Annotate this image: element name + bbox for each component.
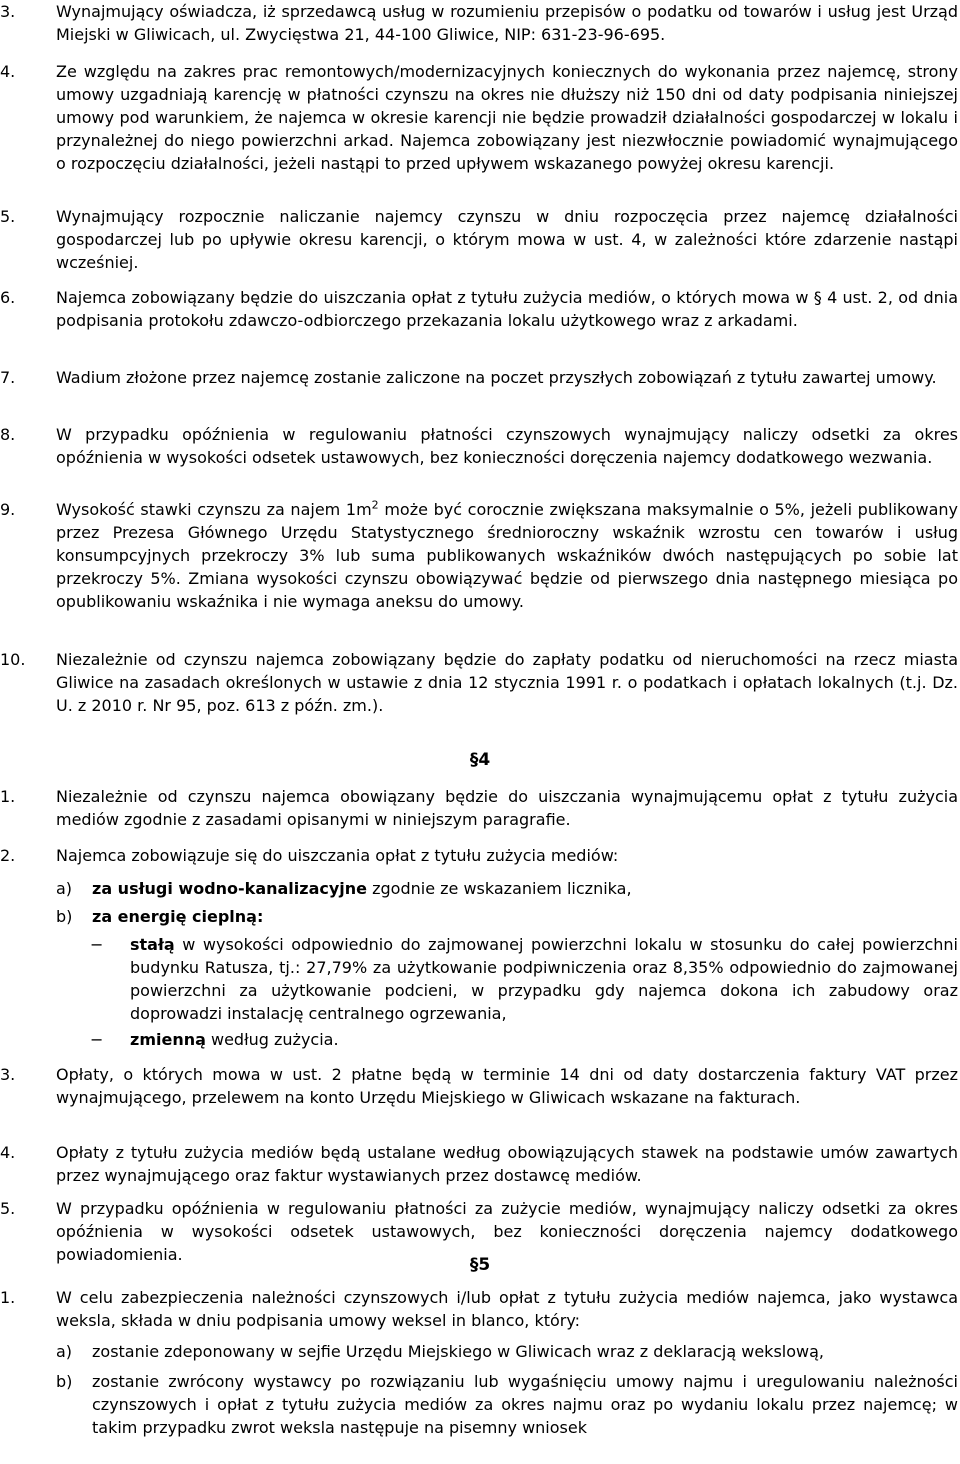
paragraph-text: [56, 498, 958, 613]
paragraph-number: 1.: [0, 1288, 16, 1307]
s4-paragraph-4: [0, 1141, 958, 1187]
bold-text: za usługi wodno-kanalizacyjne: [92, 879, 368, 898]
paragraph-10: [0, 648, 958, 717]
item-label: a): [56, 879, 73, 898]
paragraph-7: [0, 366, 958, 389]
paragraph-8: [0, 423, 958, 469]
paragraph-text: Niezależnie od czynszu najemca obowiązany będzie do uiszczania wynajmującemu opłat z tytułu zużycia mediów zgodnie z zasadami opisanymi w niniejszym paragrafie.: [56, 787, 958, 829]
paragraph-text: Wynajmujący oświadcza, iż sprzedawcą usług w rozumieniu przepisów o podatku od towarów i usług jest Urząd Miejski w Gliwicach, ul. Zwycięstwa 21, 44-100 Gliwice, NIP: 631-23-96-695.: [56, 2, 958, 44]
item-label: b): [56, 907, 73, 926]
dash-bullet: −: [90, 935, 104, 954]
paragraph-text: Ze względu na zakres prac remontowych/modernizacyjnych koniecznych do wykonania przez najemcę, strony umowy uzgadniają karencję w płatności czynszu na okres nie dłuższy niż 150 dni od daty podpisania niniejszej umowy pod warunkiem, że najemca w okresie karencji nie będzie prowadził działalności gospodarczej w lokalu i przynależnej do niego powierzchni arkad. Najemca zobowiązany jest niezwłocznie powiadomić wynajmującego o rozpoczęciu działalności, jeżeli nastąpi to przed upływem wskazanego powyżej okresu karencji.: [56, 62, 958, 173]
paragraph-text: Wynajmujący rozpocznie naliczanie najemcy czynszu w dniu rozpoczęcia przez najemcę działalności gospodarczej lub po upływie okresu karencji, o którym mowa w ust. 4, w zależności które zdarzenie nastąpi wcześniej.: [56, 207, 958, 272]
paragraph-text: Opłaty z tytułu zużycia mediów będą ustalane według obowiązujących stawek na podstawie umów zawartych przez wynajmującego oraz faktur wystawianych przez dostawcę mediów.: [56, 1143, 958, 1185]
paragraph-number: 4.: [0, 1143, 16, 1162]
paragraph-number: 5.: [0, 207, 16, 226]
bold-text: zmienną: [130, 1030, 206, 1049]
item-label: a): [56, 1342, 73, 1361]
s4-dash-item-1: [90, 933, 958, 1025]
bold-text: stałą: [130, 935, 175, 954]
bold-text: za energię cieplną:: [92, 907, 264, 926]
paragraph-text: Niezależnie od czynszu najemca zobowiązany będzie do zapłaty podatku od nieruchomości na rzecz miasta Gliwice na zasadach określonych w ustawie z dnia 12 stycznia 1991 r. o podatkach i opłatach lokalnych (t.j. Dz. U. z 2010 r. Nr 95, poz. 613 z późn. zm.).: [56, 650, 958, 715]
paragraph-number: 1.: [0, 787, 16, 806]
section-heading-4: §4: [469, 750, 491, 770]
paragraph-number: 3.: [0, 1065, 16, 1084]
item-label: b): [56, 1372, 73, 1391]
paragraph-text: Najemca zobowiązany będzie do uiszczania opłat z tytułu zużycia mediów, o których mowa w § 4 ust. 2, od dnia podpisania protokołu zdawczo-odbiorczego przekazania lokalu użytkowego wraz z arkadami.: [56, 288, 958, 330]
paragraph-9: [0, 498, 958, 613]
paragraph-number: 7.: [0, 368, 16, 387]
s4-paragraph-2: [0, 844, 958, 867]
paragraph-text: Najemca zobowiązuje się do uiszczania opłat z tytułu zużycia mediów:: [56, 846, 619, 865]
item-text: [92, 877, 958, 900]
paragraph-number: 8.: [0, 425, 16, 444]
item-text-rest: według zużycia.: [205, 1030, 339, 1049]
s4-dash-item-2: [90, 1028, 958, 1051]
s5-item-a: [56, 1340, 958, 1363]
superscript: 2: [371, 498, 379, 512]
paragraph-text: Opłaty, o których mowa w ust. 2 płatne będą w terminie 14 dni od daty dostarczenia faktury VAT przez wynajmującego, przelewem na konto Urzędu Miejskiego w Gliwicach wskazane na fakturach.: [56, 1065, 958, 1107]
item-text: [130, 933, 958, 1025]
paragraph-5: [0, 205, 958, 274]
paragraph-number: 10.: [0, 650, 26, 669]
paragraph-text: W przypadku opóźnienia w regulowaniu płatności za zużycie mediów, wynajmujący naliczy odsetki za okres opóźnienia w wysokości odsetek ustawowych, bez konieczności doręczenia najemcy dodatkowego powiadomienia.: [56, 1199, 958, 1264]
paragraph-6: [0, 286, 958, 332]
paragraph-3: [0, 0, 958, 46]
paragraph-text: W celu zabezpieczenia należności czynszowych i/lub opłat z tytułu zużycia mediów najemca, jako wystawca weksla, składa w dniu podpisania umowy weksel in blanco, który:: [56, 1288, 958, 1330]
item-text-rest: w wysokości odpowiednio do zajmowanej powierzchni lokalu w stosunku do całej powierzchni budynku Ratusza, tj.: 27,79% za użytkowanie podpiwniczenia oraz 8,35% odpowiednio do zajmowanej powierzchni za użytkowanie podcieni, w przypadku gdy najemca dokona ich zabudowy oraz doprowadzi instalację centralnego ogrzewania,: [130, 935, 958, 1023]
s5-item-b: [56, 1370, 958, 1439]
paragraph-4: [0, 60, 958, 175]
item-text: zostanie zdeponowany w sejfie Urzędu Miejskiego w Gliwicach wraz z deklaracją wekslową,: [92, 1342, 824, 1361]
item-text: [92, 905, 958, 928]
s4-item-b: [56, 905, 958, 928]
paragraph-number: 6.: [0, 288, 16, 307]
paragraph-number: 2.: [0, 846, 16, 865]
paragraph-text-part: Wysokość stawki czynszu za najem 1m: [56, 500, 372, 519]
s4-item-a: [56, 877, 958, 900]
paragraph-number: 5.: [0, 1199, 16, 1218]
paragraph-text: Wadium złożone przez najemcę zostanie zaliczone na poczet przyszłych zobowiązań z tytułu zawartej umowy.: [56, 368, 937, 387]
item-text: zostanie zwrócony wystawcy po rozwiązaniu lub wygaśnięciu umowy najmu i uregulowaniu należności czynszowych i opłat z tytułu zużycia mediów za okres najmu oraz po wydaniu lokalu przez najemcę; w takim przypadku zwrot weksla następuje na pisemny wniosek: [92, 1372, 958, 1437]
paragraph-number: 4.: [0, 62, 16, 81]
paragraph-number: 9.: [0, 500, 16, 519]
paragraph-text-part: może być corocznie zwiększana maksymalnie o 5%, jeżeli publikowany przez Prezesa Głównego Urzędu Statystycznego średnioroczny wskaźnik wzrostu cen towarów i usług konsumpcyjnych przekroczy 3% lub suma publikowanych wskaźników dwóch następujących po sobie lat przekroczy 5%. Zmiana wysokości czynszu obowiązywać będzie od pierwszego dnia następnego miesiąca po opublikowaniu wskaźnika i nie wymaga aneksu do umowy.: [56, 500, 959, 611]
s4-paragraph-1: [0, 785, 958, 831]
s4-paragraph-3: [0, 1063, 958, 1109]
item-text-rest: zgodnie ze wskazaniem licznika,: [367, 879, 632, 898]
item-text: [130, 1028, 958, 1051]
paragraph-text: W przypadku opóźnienia w regulowaniu płatności czynszowych wynajmujący naliczy odsetki za okres opóźnienia w wysokości odsetek ustawowych, bez konieczności doręczenia najemcy dodatkowego wezwania.: [56, 425, 958, 467]
section-heading-5: §5: [469, 1255, 491, 1275]
paragraph-number: 3.: [0, 2, 16, 21]
dash-bullet: −: [90, 1030, 104, 1049]
s5-paragraph-1: [0, 1286, 958, 1332]
